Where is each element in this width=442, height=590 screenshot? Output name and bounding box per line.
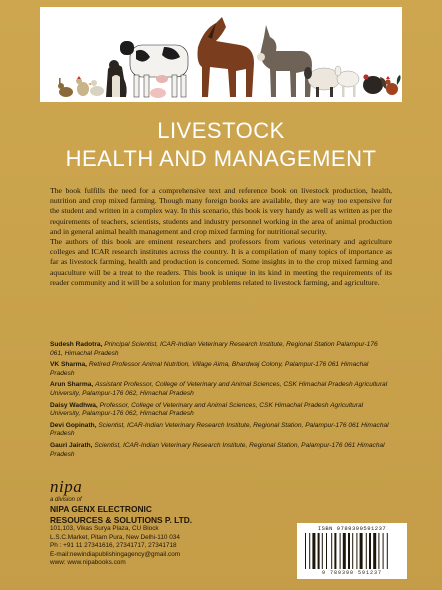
barcode-bar: [360, 533, 363, 569]
author-entry: [50, 402, 392, 419]
author-entry: [50, 361, 392, 378]
farm-animals-illustration: [40, 7, 402, 102]
publisher-address-line-1: 101,103, Vikas Surya Plaza, CU Block: [50, 525, 159, 533]
barcode-bar: [309, 533, 310, 569]
publisher-phone: Ph : +91 11 27341616, 27341717, 27341718: [50, 542, 177, 550]
author-affiliation: Assistant Professor, College of Veterinary and Animal Sciences, CSK Himachal Pradesh Agricultural University, Palampur-176 062, Himachal Pradesh: [50, 381, 388, 397]
author-affiliation: Scientist, ICAR-Indian Veterinary Research Institute, Regional Station, Palampur-176 061 Himachal Pradesh: [50, 421, 389, 438]
author-entry: [50, 442, 392, 459]
author-name: Sudesh Radotra,: [50, 341, 103, 348]
barcode-bar: [312, 533, 315, 569]
barcode-bar: [352, 533, 353, 569]
barcode-bar: [334, 533, 336, 569]
author-entry: [50, 422, 392, 439]
barcode-bars: [305, 533, 399, 569]
publisher-website: www: www.nipabooks.com: [50, 559, 126, 567]
author-affiliation: Scientist, ICAR-Indian Veterinary Research Institute, Regional Station, Palampur-176 061 Himachal Pradesh: [50, 441, 385, 458]
barcode-bar: [326, 533, 327, 569]
rooster-icon: [385, 75, 400, 95]
barcode-bar: [331, 533, 332, 569]
author-name: Gauri Jairath,: [50, 441, 93, 449]
horse-icon: [198, 17, 255, 97]
author-name: Arun Sharma,: [50, 381, 94, 389]
barcode-bar: [318, 533, 320, 569]
description-paragraph-1: The book fulfills the need for a comprehensive text and reference book on livestock production, health, nutrition and crop mixed farming. Though many foreign books are available, they are way too expensive for the student and written in a complex way. In this scenario, this book is very handy as well as written as per the requirements of teachers, scientists, students and industry personnel working in the area of animal production and in general animal health management and crop mixed farming for nutritional security.: [50, 186, 392, 236]
author-list: [50, 341, 392, 462]
author-name: Daisy Wadhwa,: [50, 401, 98, 409]
barcode-bar: [356, 533, 357, 569]
nipa-logo: nipa: [50, 477, 83, 496]
turkey-icon: [363, 74, 386, 94]
author-affiliation: Retired Professor Animal Nutrition, Village Aima, Bhardwaj Colony, Palampur-176 061 Himachal Pradesh: [50, 361, 369, 377]
cow-icon: [120, 41, 188, 97]
barcode-bar: [322, 533, 323, 569]
author-name: VK Sharma,: [50, 361, 88, 369]
barcode-bar: [387, 533, 388, 569]
pig-icon: [150, 88, 166, 98]
barcode-bar: [305, 533, 306, 569]
goat-icon: [335, 66, 359, 97]
book-description: [50, 186, 392, 288]
barcode-bar: [369, 533, 371, 569]
description-paragraph-2: The authors of this book are eminent researchers and professors from various veterinary and agriculture colleges and ICAR research institutes across the country. It is a compilation of many topics of importance as far as livestock farming, health and production is concerned. Some insights in to the crop mixed farming and aquaculture will be a treat to the readers. This book is unique in its kind in meeting the requirements of its reader community and it will be a solution for many problems related to livestock farming, and agriculture.: [50, 237, 392, 287]
barcode-bar: [378, 533, 379, 569]
hen-icon: [76, 76, 89, 96]
barcode-bar: [340, 533, 341, 569]
donkey-icon: [257, 25, 312, 97]
isbn-label: ISBN 9789390591237: [317, 525, 387, 532]
author-entry: [50, 381, 392, 398]
author-affiliation: Principal Scientist, ICAR-Indian Veterinary Research Institute, Regional Station Palampur-176 061, Himachal Pradesh: [50, 341, 378, 357]
title-line-1: LIVESTOCK: [157, 118, 285, 143]
barcode-bar: [373, 533, 376, 569]
publisher-email: E-mail:newindiapublishingagency@gmail.com: [50, 550, 181, 558]
barcode-number: 9 789390 591237: [321, 570, 382, 576]
duck-icon: [88, 80, 104, 96]
publisher-block: [50, 478, 270, 567]
author-name: Devi Gopinath,: [50, 421, 97, 429]
publisher-name-line-2: RESOURCES & SOLUTIONS P. LTD.: [50, 514, 193, 525]
publisher-name-line-1: NIPA GENX ELECTRONIC: [50, 504, 152, 515]
author-affiliation: Professor, College of Veterinary and Animal Sciences, CSK Himachal Pradesh Agricultural University, Palampur-176 062, Himachal Pradesh: [50, 401, 364, 418]
barcode-bar: [343, 533, 346, 569]
barcode-bar: [366, 533, 367, 569]
author-entry: [50, 341, 392, 358]
book-title: [0, 117, 442, 173]
dog-icon: [106, 60, 127, 97]
barcode-bar: [348, 533, 350, 569]
rabbit-icon: [58, 78, 73, 97]
isbn-barcode: [297, 523, 407, 579]
publisher-address-line-2: L.S.C.Market, Pitam Pura, New Delhi-110 034: [50, 533, 180, 541]
barcode-bar: [383, 533, 384, 569]
publisher-division-note: a division of: [50, 497, 82, 503]
title-line-2: HEALTH AND MANAGEMENT: [65, 146, 377, 171]
